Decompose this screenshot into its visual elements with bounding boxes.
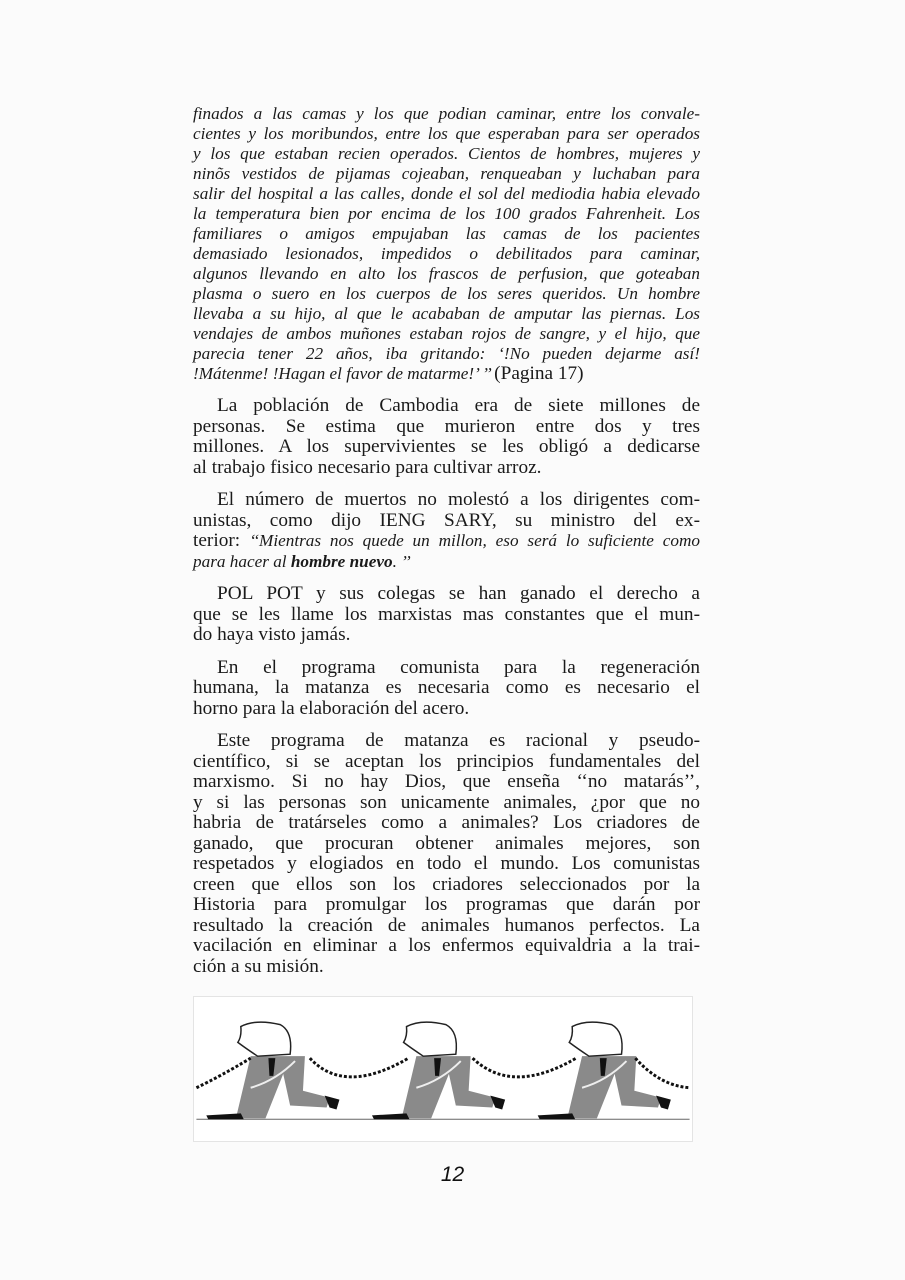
text-segment: !Mátenme! !Hagan el favor de matarme!’ ’’ xyxy=(193,364,495,383)
bold-phrase: hombre nuevo xyxy=(290,551,393,571)
text-line xyxy=(193,344,700,364)
text-segment: resultado la creación de animales humanos perfectos. La xyxy=(193,914,700,936)
text-segment: personas. Se estima que murieron entre dos y tres xyxy=(193,415,700,437)
text-line xyxy=(193,244,700,264)
text-segment: y los que estaban recien operados. Cientos de hombres, mujeres y xyxy=(193,144,700,163)
text-segment: al trabajo fisico necesario para cultivar arroz. xyxy=(193,456,542,478)
paragraph xyxy=(193,584,700,646)
text-line xyxy=(193,875,700,896)
text-segment: Historia para promulgar los programas que darán por xyxy=(193,894,700,915)
text-line xyxy=(193,584,700,605)
paragraph xyxy=(193,104,700,384)
text-segment: do haya visto jamás. xyxy=(193,624,351,645)
text-line xyxy=(193,204,700,224)
head xyxy=(238,1022,291,1056)
page-number: 12 xyxy=(440,1163,465,1186)
text-line xyxy=(193,124,700,144)
text-line xyxy=(193,164,700,184)
text-segment: . ’’ xyxy=(392,551,411,571)
text-line xyxy=(193,772,700,793)
text-segment: ‘‘Mientras nos quede un millon, eso será lo suficiente como xyxy=(249,531,700,550)
text-segment: creen que ellos son los criadores seleccionados por la xyxy=(193,873,700,895)
text-segment: En el programa comunista para la regeneración xyxy=(217,656,700,678)
text-line xyxy=(193,752,700,773)
text-segment: millones. A los supervivientes se les obligó a dedicarse xyxy=(193,436,700,457)
text-line xyxy=(193,511,700,532)
text-segment: cientes y los moribundos, entre los que esperaban para ser operados xyxy=(193,124,700,143)
text-line xyxy=(193,184,700,204)
text-line xyxy=(193,490,700,511)
text-line xyxy=(193,813,700,834)
text-segment: la temperatura bien por encima de los 100 grados Fahrenheit. Los xyxy=(193,204,700,223)
text-line xyxy=(193,793,700,814)
text-line xyxy=(193,731,700,752)
text-segment: ganado, que procuran obtener animales mejores, son xyxy=(193,832,700,854)
text-segment: parecia tener 22 años, iba gritando: ‘!No pueden dejarme así! xyxy=(193,344,700,363)
text-segment: La población de Cambodia era de siete millones de xyxy=(217,395,700,416)
text-segment: vacilación en eliminar a los enfermos equivaldria a la trai- xyxy=(193,935,700,956)
text-line xyxy=(193,437,700,458)
text-segment: horno para la elaboración del acero. xyxy=(193,697,470,719)
text-line xyxy=(193,264,700,284)
text-line xyxy=(193,531,700,552)
text-segment: llevaba a su hijo, al que le acababan de amputar las piernas. Los xyxy=(193,304,700,323)
chained-men-drawing xyxy=(194,997,692,1141)
text-line xyxy=(193,144,700,164)
text-line xyxy=(193,104,700,124)
text-segment: El número de muertos no molestó a los dirigentes com- xyxy=(217,489,700,510)
paragraph xyxy=(193,731,700,977)
text-segment: POL POT y sus colegas se han ganado el derecho a xyxy=(217,583,700,604)
text-line xyxy=(193,417,700,438)
text-line xyxy=(193,304,700,324)
text-line xyxy=(193,605,700,626)
text-line xyxy=(193,625,700,646)
text-line xyxy=(193,552,700,573)
text-segment: para hacer al xyxy=(193,551,291,571)
text-line xyxy=(193,699,700,720)
text-line xyxy=(193,458,700,479)
text-line xyxy=(193,396,700,417)
text-segment: ninõs vestidos de pijamas cojeaban, renqueaban y luchaban para xyxy=(193,164,700,183)
chained-man-figure xyxy=(538,1022,671,1119)
text-line xyxy=(193,854,700,875)
text-segment: ción a su misión. xyxy=(193,955,324,977)
text-line xyxy=(193,364,700,384)
head xyxy=(404,1022,457,1056)
text-line xyxy=(193,895,700,916)
text-segment: Este programa de matanza es racional y pseudo- xyxy=(217,730,700,751)
text-segment: (Pagina 17) xyxy=(494,363,584,384)
illustration-chained-men xyxy=(193,996,693,1142)
text-segment: y si las personas son unicamente animales, ¿por que no xyxy=(193,791,700,813)
text-segment: respetados y elogiados en todo el mundo. Los comunistas xyxy=(193,853,700,874)
text-line xyxy=(193,658,700,679)
text-segment: demasiado lesionados, impedidos o debilitados para caminar, xyxy=(193,244,700,263)
text-line xyxy=(193,324,700,344)
text-segment: que se les llame los marxistas mas constantes que el mun- xyxy=(193,603,700,625)
paragraph xyxy=(193,490,700,572)
chained-man-figure xyxy=(372,1022,505,1119)
text-line xyxy=(193,834,700,855)
text-segment: científico, si se aceptan los principios fundamentales del xyxy=(193,750,700,772)
text-segment: finados a las camas y los que podian caminar, entre los convale- xyxy=(193,104,700,123)
text-line xyxy=(193,916,700,937)
text-segment: marxismo. Si no hay Dios, que enseña ‘‘no matarás’’, xyxy=(193,771,700,792)
paragraph xyxy=(193,396,700,478)
text-segment: habria de tratárseles como a animales? Los criadores de xyxy=(193,812,700,833)
text-segment: unistas, como dijo IENG SARY, su ministro del ex- xyxy=(193,509,700,531)
text-line xyxy=(193,936,700,957)
text-segment: algunos llevando en alto los frascos de perfusion, que goteaban xyxy=(193,264,700,283)
text-segment: humana, la matanza es necesaria como es necesario el xyxy=(193,677,700,698)
paragraph xyxy=(193,658,700,720)
text-segment: vendajes de ambos muñones estaban rojos de sangre, y el hijo, que xyxy=(193,324,700,343)
text-column xyxy=(193,104,700,989)
text-segment: plasma o suero en los cuerpos de los seres queridos. Un hombre xyxy=(193,284,700,303)
text-line xyxy=(193,678,700,699)
text-line xyxy=(193,957,700,978)
text-line xyxy=(193,284,700,304)
head xyxy=(569,1022,622,1056)
text-segment: terior: xyxy=(193,530,250,551)
text-segment: familiares o amigos empujaban las camas de los pacientes xyxy=(193,224,700,243)
text-segment: salir del hospital a las calles, donde el sol del mediodia habia elevado xyxy=(193,184,700,203)
text-line xyxy=(193,224,700,244)
